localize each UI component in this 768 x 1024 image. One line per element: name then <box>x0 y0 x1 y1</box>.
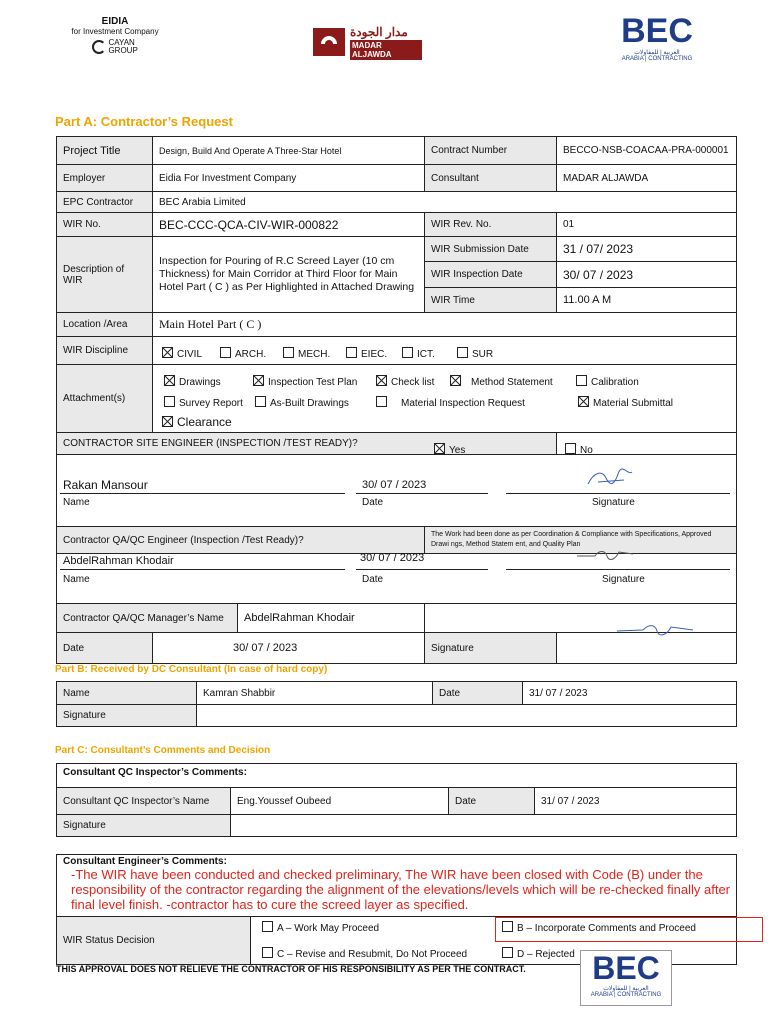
submission-date-label: WIR Submission Date <box>425 237 557 262</box>
checkbox-checked[interactable] <box>162 416 173 427</box>
employer-label: Employer <box>57 165 153 192</box>
engineer-comments-cell <box>57 855 737 917</box>
discipline-ict-label: ICT. <box>417 349 435 360</box>
received-signature-cell <box>197 705 737 727</box>
inspection-date: 30/ 07 / 2023 <box>557 262 737 288</box>
checkbox[interactable] <box>502 921 513 932</box>
date-underline <box>356 569 488 570</box>
checkbox[interactable] <box>283 347 294 358</box>
no-label: No <box>580 445 593 456</box>
checkbox[interactable] <box>262 947 273 958</box>
status-option-b-label: B – Incorporate Comments and Proceed <box>517 923 696 934</box>
bec-arabic: العربية <box>663 50 680 56</box>
qaqc-manager-date-label: Date <box>57 633 153 664</box>
qaqc-manager-date-cell <box>153 633 425 664</box>
madar-emblem-icon <box>312 27 346 57</box>
wir-time-label: WIR Time <box>425 288 557 313</box>
part-c-heading: Part C: Consultant’s Comments and Decision <box>55 745 271 756</box>
discipline-arch[interactable] <box>220 347 266 360</box>
attachment-method-statement[interactable] <box>450 375 553 388</box>
part-b-heading: Part B: Received by DC Consultant (In case of hard copy) <box>55 664 328 675</box>
qaqc-note: The Work had been done as per Coordination & Compliance with Specifications, Approved Drawi ngs, Method Statem ent, and Quality Plan <box>425 527 737 554</box>
signature-underline <box>506 493 730 494</box>
date-caption: Date <box>362 497 384 508</box>
location: Main Hotel Part ( C ) <box>153 313 737 337</box>
site-engineer-name: Rakan Mansour <box>63 478 148 492</box>
wir-rev-label: WIR Rev. No. <box>425 213 557 237</box>
attachment-drawings[interactable] <box>164 375 221 388</box>
discipline-elec[interactable] <box>346 347 387 360</box>
attachment-drawings-label: Drawings <box>179 377 221 388</box>
qaqc-manager-name: AbdelRahman Khodair <box>238 604 424 632</box>
bec-stamp-sub-right: CONTRACTING <box>617 992 662 998</box>
checkbox[interactable] <box>262 921 273 932</box>
cayan-icon <box>92 40 106 54</box>
cayan-group: GROUP <box>108 46 138 55</box>
eidia-subtitle: for Investment Company <box>71 27 159 36</box>
signature-caption: Signature <box>592 497 635 508</box>
date-caption: Date <box>362 574 384 585</box>
discipline-sur-label: SUR <box>472 349 494 360</box>
contract-number-label: Contract Number <box>425 137 557 165</box>
cayan-logo <box>60 39 170 55</box>
checkbox[interactable] <box>402 347 413 358</box>
location-label: Location /Area <box>57 313 153 337</box>
received-signature-label: Signature <box>57 705 197 727</box>
part-a-heading: Part A: Contractor’s Request <box>55 114 233 129</box>
attachment-material-submittal[interactable] <box>578 396 673 409</box>
status-option-c[interactable] <box>262 947 467 960</box>
attachment-survey-report[interactable] <box>164 396 243 409</box>
attachment-itp-label: Inspection Test Plan <box>268 377 358 388</box>
discipline-ict[interactable] <box>402 347 435 360</box>
bec-text: BEC <box>621 12 693 50</box>
checkbox-checked[interactable] <box>253 375 264 386</box>
bec-sub-left: ARABIA <box>621 56 644 62</box>
cayan-name: CAYAN <box>108 38 135 47</box>
contract-number: BECCO-NSB-COACAA-PRA-000001 <box>557 137 737 165</box>
attachment-calibration[interactable] <box>576 375 639 388</box>
checkbox[interactable] <box>502 947 513 958</box>
qaqc-engineer-question: Contractor QA/QC Engineer (Inspection /Test Ready)? <box>57 527 425 554</box>
checkbox-checked[interactable] <box>162 347 173 358</box>
status-option-b[interactable] <box>495 917 763 942</box>
name-caption: Name <box>63 497 90 508</box>
qc-comments-label: Consultant QC Inspector’s Comments: <box>57 764 737 788</box>
part-c-qc-table <box>56 763 737 837</box>
yes-label: Yes <box>449 445 466 456</box>
wir-time: 11.00 A M <box>557 288 737 313</box>
qaqc-engineer-signature-image <box>575 546 635 564</box>
eidia-title: EIDIA <box>101 16 129 27</box>
bec-stamp-text: BEC <box>592 950 660 986</box>
eidia-logo <box>60 16 170 66</box>
discipline-arch-label: ARCH. <box>235 349 267 360</box>
qc-signature-label: Signature <box>57 815 231 837</box>
bec-stamp-arabic: العربية <box>632 986 649 992</box>
bec-logo-top: BEC العربية | للمقاولات ARABIA | CONTRACTING <box>612 14 702 68</box>
discipline-label: WIR Discipline <box>57 337 153 365</box>
checkbox-checked[interactable] <box>164 375 175 386</box>
attachment-survey-report-label: Survey Report <box>179 398 243 409</box>
status-label: WIR Status Decision <box>57 917 251 965</box>
checkbox[interactable] <box>576 375 587 386</box>
name-underline <box>60 569 345 570</box>
approval-disclaimer: THIS APPROVAL DOES NOT RELIEVE THE CONTRACTOR OF HIS RESPONSIBILITY AS PER THE CONTRACT. <box>56 964 526 974</box>
submission-date: 31 / 07/ 2023 <box>557 237 737 262</box>
employer: Eidia For Investment Company <box>153 165 425 192</box>
site-engineer-signature-image <box>584 466 634 490</box>
madar-logo <box>312 25 422 59</box>
qc-name-label: Consultant QC Inspector’s Name <box>57 788 231 815</box>
attachment-as-built[interactable] <box>255 396 349 409</box>
discipline-sur[interactable] <box>457 347 493 360</box>
qaqc-manager-signature-image <box>615 622 695 638</box>
checkbox-checked[interactable] <box>450 375 461 386</box>
madar-english: MADAR ALJAWDA <box>350 40 422 60</box>
attachment-method-statement-label: Method Statement <box>471 377 553 388</box>
qaqc-engineer-name: AbdelRahman Khodair <box>63 555 174 567</box>
qaqc-manager-label-text: Contractor QA/QC Manager’s Name <box>57 604 238 632</box>
discipline-civil[interactable] <box>162 347 202 360</box>
attachment-mir[interactable] <box>376 396 525 409</box>
inspection-date-label: WIR Inspection Date <box>425 262 557 288</box>
bec-stamp-arabic-contracting: للمقاولات <box>603 986 628 992</box>
wir-rev: 01 <box>557 213 737 237</box>
status-option-d-label: D – Rejected <box>517 949 575 960</box>
received-date: 31/ 07 / 2023 <box>523 682 737 705</box>
discipline-civil-label: CIVIL <box>177 349 203 360</box>
engineer-comments: -The WIR have been conducted and checked preliminary, The WIR have been closed with Code (B) under the responsibility of the contractor regarding the alignment of the elevations/levels which will be re-checked finally after final level finish. -contractor has to cure the screed layer as specified. <box>71 867 731 912</box>
name-caption: Name <box>63 574 90 585</box>
attachment-material-submittal-label: Material Submittal <box>593 398 674 409</box>
checkbox[interactable] <box>164 396 175 407</box>
bec-stamp: BEC العربية | للمقاولات ARABIA | CONTRACTING <box>580 950 672 1006</box>
discipline-elec-label: EIEC. <box>361 349 388 360</box>
checkbox[interactable] <box>457 347 468 358</box>
attachment-clearance[interactable] <box>162 415 232 429</box>
status-option-a[interactable] <box>262 921 379 934</box>
attachments-label: Attachment(s) <box>57 365 153 433</box>
bec-sub-right: CONTRACTING <box>648 56 693 62</box>
project-title: Design, Build And Operate A Three-Star Hotel <box>153 137 425 165</box>
received-date-label: Date <box>433 682 523 705</box>
checkbox[interactable] <box>255 396 266 407</box>
qaqc-manager-label <box>57 604 425 633</box>
checkbox-checked[interactable] <box>376 375 387 386</box>
checkbox[interactable] <box>346 347 357 358</box>
received-name: Kamran Shabbir <box>197 682 433 705</box>
description: Inspection for Pouring of R.C Screed Layer (10 cm Thickness) for Main Corridor at Third Floor for Main Hotel Part ( C ) as Per Highlighted in Attached Drawing <box>153 237 425 313</box>
consultant-label: Consultant <box>425 165 557 192</box>
project-title-label: Project Title <box>57 137 153 165</box>
status-option-d[interactable] <box>502 947 575 960</box>
discipline-mech-label: MECH. <box>298 349 331 360</box>
attachment-calibration-label: Calibration <box>591 377 639 388</box>
attachment-checklist-label: Check list <box>391 377 435 388</box>
epc-label: EPC Contractor <box>57 192 153 213</box>
qc-signature-cell <box>231 815 737 837</box>
checkbox-checked[interactable] <box>434 443 445 454</box>
site-engineer-date: 30/ 07 / 2023 <box>362 479 427 491</box>
attachment-itp[interactable] <box>253 375 357 388</box>
checkbox[interactable] <box>220 347 231 358</box>
attachment-as-built-label: As-Built Drawings <box>270 398 349 409</box>
attachment-mir-label: Material Inspection Request <box>401 398 525 409</box>
madar-arabic: مدار الجودة <box>350 25 408 39</box>
received-name-label: Name <box>57 682 197 705</box>
name-underline <box>60 493 345 494</box>
checkbox-checked[interactable] <box>578 396 589 407</box>
checkbox[interactable] <box>376 396 387 407</box>
date-underline <box>356 493 488 494</box>
qc-name: Eng.Youssef Oubeed <box>231 788 449 815</box>
qc-date: 31/ 07 / 2023 <box>535 788 737 815</box>
qaqc-engineer-date: 30/ 07 / 2023 <box>360 552 425 564</box>
attachment-checklist[interactable] <box>376 375 434 388</box>
qc-date-label: Date <box>449 788 535 815</box>
checkbox[interactable] <box>565 443 576 454</box>
qaqc-manager-date: 30/ 07 / 2023 <box>233 642 298 654</box>
bec-arabic-contracting: للمقاولات <box>634 50 659 56</box>
site-ready-no[interactable] <box>565 443 593 456</box>
attachment-clearance-label: Clearance <box>177 415 232 429</box>
site-engineer-question: CONTRACTOR SITE ENGINEER (INSPECTION /TEST READY)? <box>57 433 557 455</box>
wir-no-label: WIR No. <box>57 213 153 237</box>
signature-underline <box>506 569 730 570</box>
status-option-a-label: A – Work May Proceed <box>277 923 380 934</box>
bec-stamp-sub-left: ARABIA <box>590 992 613 998</box>
site-ready-yes[interactable] <box>434 443 465 456</box>
engineer-comments-label: Consultant Engineer’s Comments: <box>63 856 227 867</box>
wir-no: BEC-CCC-QCA-CIV-WIR-000822 <box>153 213 425 237</box>
epc: BEC Arabia Limited <box>153 192 737 213</box>
description-label: Description of WIR <box>57 237 153 313</box>
status-option-c-label: C – Revise and Resubmit, Do Not Proceed <box>277 949 468 960</box>
signature-caption: Signature <box>602 574 645 585</box>
qaqc-manager-signature-label: Signature <box>425 633 557 664</box>
discipline-mech[interactable] <box>283 347 330 360</box>
consultant: MADAR ALJAWDA <box>557 165 737 192</box>
part-b-table <box>56 681 737 727</box>
